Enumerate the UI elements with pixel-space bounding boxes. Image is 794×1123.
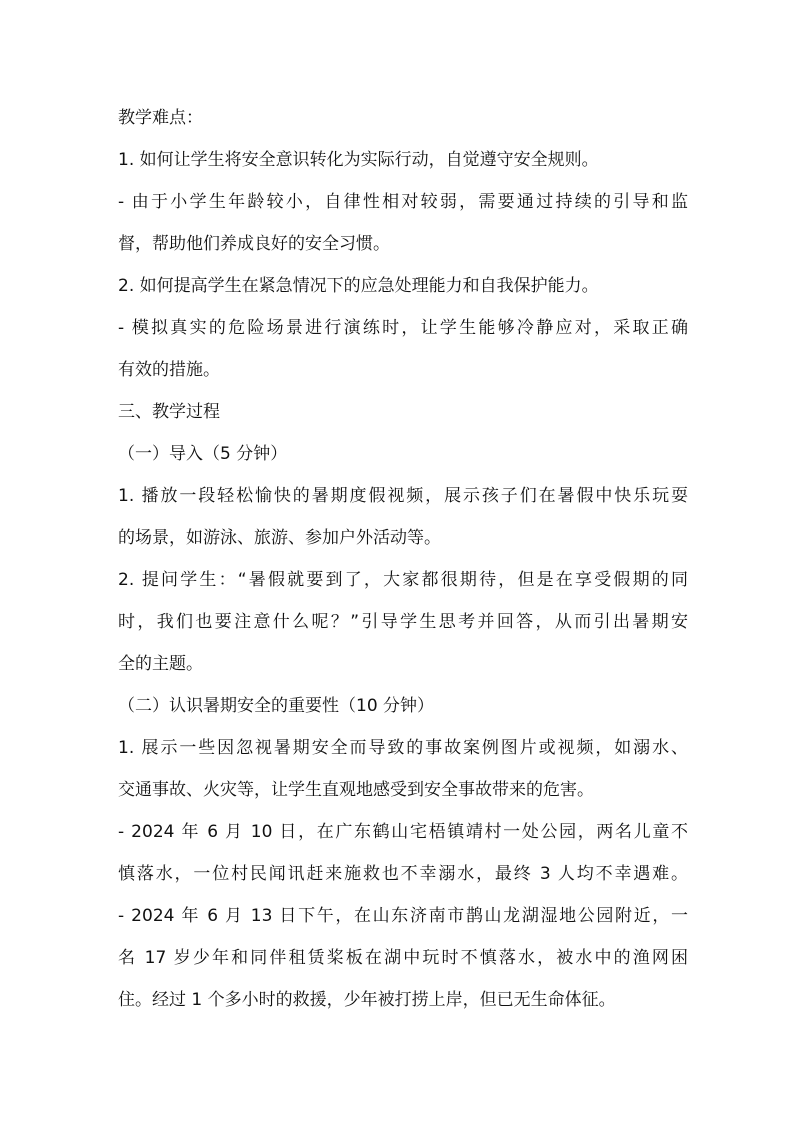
intro-step-1-line-2: 的场景，如游泳、旅游、参加户外活动等。 <box>118 528 441 548</box>
heading-teaching-difficulties: 教学难点： <box>118 108 203 128</box>
case-2-line-1: - 2024 年 6 月 13 日下午，在山东济南市鹊山龙湖湿地公园附近，一 <box>118 906 688 926</box>
section-heading-teaching-process: 三、教学过程 <box>118 402 220 422</box>
importance-step-1-line-1: 1. 展示一些因忽视暑期安全而导致的事故案例图片或视频，如溺水、 <box>118 738 688 758</box>
difficulty-2-note-line-2: 有效的措施。 <box>118 360 220 380</box>
case-2-line-2: 名 17 岁少年和同伴租赁桨板在湖中玩时不慎落水，被水中的渔网困 <box>118 948 688 968</box>
intro-step-2-line-1: 2. 提问学生：“暑假就要到了，大家都很期待，但是在享受假期的同 <box>118 570 688 590</box>
case-1-line-2: 慎落水，一位村民闻讯赶来施救也不幸溺水，最终 3 人均不幸遇难。 <box>118 864 688 884</box>
importance-step-1-line-2: 交通事故、火灾等，让学生直观地感受到安全事故带来的危害。 <box>118 780 594 800</box>
case-2-line-3: 住。经过 1 个多小时的救援，少年被打捞上岸，但已无生命体征。 <box>118 990 616 1010</box>
difficulty-1-note-line-1: - 由于小学生年龄较小，自律性相对较弱，需要通过持续的引导和监 <box>118 192 688 212</box>
difficulty-2-note-line-1: - 模拟真实的危险场景进行演练时，让学生能够冷静应对，采取正确 <box>118 318 688 338</box>
difficulty-1: 1. 如何让学生将安全意识转化为实际行动，自觉遵守安全规则。 <box>118 150 599 170</box>
intro-step-2-line-2: 时，我们也要注意什么呢？”引导学生思考并回答，从而引出暑期安 <box>118 612 688 632</box>
subsection-importance: （二）认识暑期安全的重要性（10 分钟） <box>118 696 435 716</box>
case-1-line-1: - 2024 年 6 月 10 日，在广东鹤山宅梧镇靖村一处公园，两名儿童不 <box>118 822 688 842</box>
intro-step-1-line-1: 1. 播放一段轻松愉快的暑期度假视频，展示孩子们在暑假中快乐玩耍 <box>118 486 688 506</box>
subsection-introduction: （一）导入（5 分钟） <box>118 444 288 464</box>
difficulty-2: 2. 如何提高学生在紧急情况下的应急处理能力和自我保护能力。 <box>118 276 599 296</box>
intro-step-2-line-3: 全的主题。 <box>118 654 203 674</box>
difficulty-1-note-line-2: 督，帮助他们养成良好的安全习惯。 <box>118 234 390 254</box>
